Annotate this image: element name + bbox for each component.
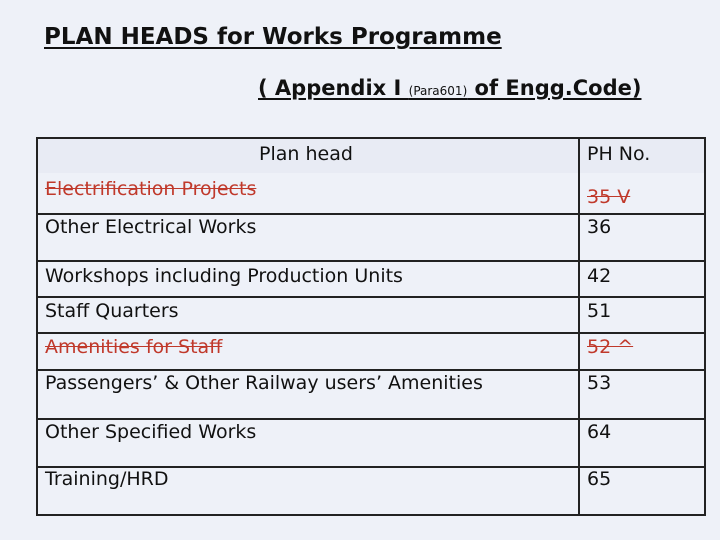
- plan-head-cell: Other Specified Works: [45, 421, 257, 443]
- header-plan-head: Plan head: [259, 143, 353, 165]
- plan-head-cell: Staff Quarters: [45, 300, 179, 322]
- page-subtitle: [258, 76, 641, 100]
- plan-head-cell: Electrification Projects: [45, 178, 257, 200]
- ph-no-cell: 64: [587, 421, 612, 443]
- page-title: PLAN HEADS for Works Programme: [44, 24, 502, 50]
- subtitle-part-1: ( Appendix I: [258, 76, 409, 100]
- row-divider: [38, 332, 704, 334]
- plan-head-cell: Other Electrical Works: [45, 216, 257, 238]
- ph-no-cell: 53: [587, 372, 612, 394]
- plan-head-cell: Passengers’ & Other Railway users’ Amenities: [45, 372, 483, 394]
- ph-no-cell: 35 V: [587, 186, 631, 208]
- ph-no-cell: 65: [587, 468, 612, 490]
- header-ph-no: PH No.: [587, 143, 651, 165]
- subtitle-para-reference: (Para601): [408, 84, 468, 98]
- plan-head-cell: Amenities for Staff: [45, 336, 223, 358]
- ph-no-cell: 52 ^: [587, 336, 634, 358]
- row-divider: [38, 369, 704, 371]
- row-divider: [38, 296, 704, 298]
- ph-no-cell: 51: [587, 300, 612, 322]
- ph-no-cell: 36: [587, 216, 612, 238]
- table-header-row: [38, 139, 704, 173]
- plan-head-cell: Workshops including Production Units: [45, 265, 403, 287]
- row-divider: [38, 418, 704, 420]
- plan-heads-table: [36, 137, 706, 516]
- subtitle-part-2: of Engg.Code): [467, 76, 642, 100]
- column-divider: [578, 139, 580, 514]
- ph-no-cell: 42: [587, 265, 612, 287]
- plan-head-cell: Training/HRD: [45, 468, 169, 490]
- row-divider: [38, 260, 704, 262]
- row-divider: [38, 213, 704, 215]
